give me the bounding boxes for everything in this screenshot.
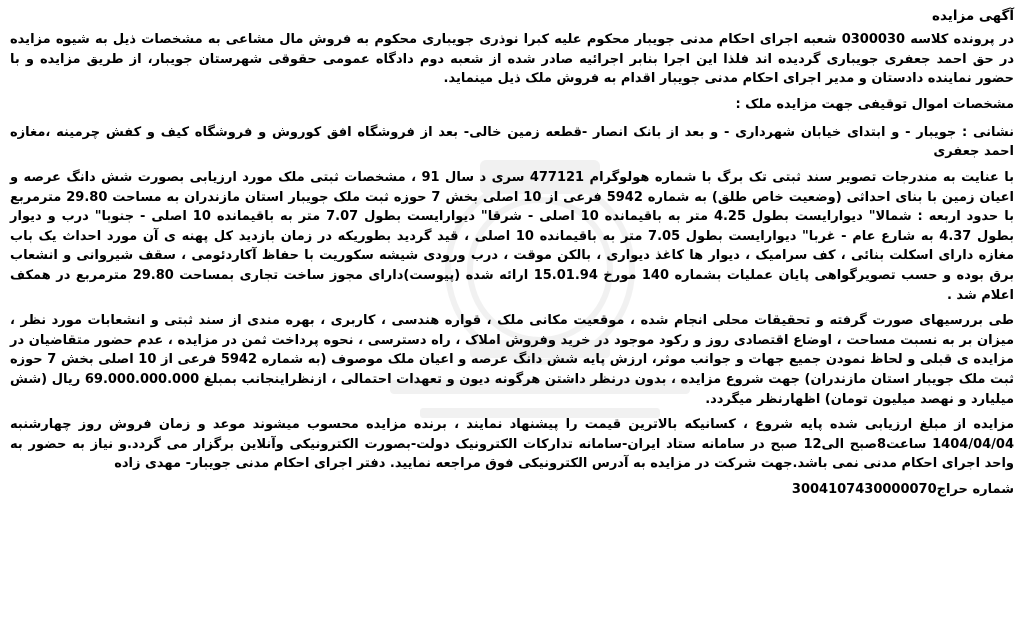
auction-number: شماره حراج3004107430000070 xyxy=(791,481,1014,497)
notice-title: آگهی مزایده xyxy=(932,8,1014,24)
address-paragraph: نشانی : جویبار - و ابتدای خیابان شهرداری - و بعد از بانک انصار -قطعه زمین خالی- بعد از فروشگاه افق کوروش و فروشگاه کیف و کفش چرمینه ،مغازه احمد جعفری xyxy=(10,124,1014,160)
valuation-paragraph: طی بررسیهای صورت گرفته و تحقیقات محلی انجام شده ، موقعیت مکانی ملک ، قواره هندسی ، کاربری ، بهره مندی از سند ثبتی و انشعابات مورد نظر ، میزان بر به نسبت مساحت ، اوضاع اقتصادی روز و رکود موجود در خرید وفروش املاک ، راه دسترسی ، نحوه پرداخت ثمن در مزایده ، عدم حضور متقاضیان در مزایده ی قبلی و لحاظ نمودن جمیع جهات و جوانب موثر، ارزش پایه شش دانگ عرصه و اعیان ملک موصوف (به شماره 5942 فرعی از 10 اصلی بخش 7 حوزه ثبت ملک جویبار استان مازندران) جهت شروع مزایده ، بدون درنظر داشتن هرگونه دیون و تعهدات احتمالی ، ازنظراینجانب بمبلغ 69.000.000.000 ریال (شش میلیارد و نهصد میلیون تومان) اظهارنظر میگردد. xyxy=(10,313,1015,407)
intro-paragraph: در پرونده کلاسه 0300030 شعبه اجرای احکام مدنی جویبار محکوم علیه کبرا نوذری جویباری محکوم به فروش مال مشاعی به مشخصات ذیل به شیوه مزایده در حق احمد جعفری جویباری گردیده اند فلذا این اجرا بنابر اجرائیه صادر شده از شعبه دوم دادگاه عمومی حقوقی شهرستان جویبار، از طریق مزایده و با حضور نماینده دادستان و مدیر اجرای احکام مدنی جویبار اقدام به فروش ملک ذیل مینماید. xyxy=(10,32,1014,87)
specs-heading: مشخصات اموال توقیفی جهت مزایده ملک : xyxy=(735,96,1014,112)
auction-terms-paragraph: مزایده از مبلغ ارزیابی شده پایه شروع ، کسانیکه بالاترین قیمت را پیشنهاد نمایند ، برنده مزایده محسوب میشوند موعد و زمان فروش روز چهارشنبه 1404/04/04 ساعت8صبح الی12 صبح در سامانه ستاد ایران-سامانه تدارکات الکترونیک دولت-بصورت الکترونیکی وآنلاین برگزار می گردد.و نیاز به حضور به واحد اجرای احکام مدنی نمی باشد.جهت شرکت در مزایده به آدرس الکترونیکی فوق مراجعه نمایید. دفتر اجرای احکام مدنی جویبار- مهدی زاده xyxy=(10,417,1014,472)
property-details-paragraph: با عنایت به مندرجات تصویر سند ثبتی تک برگ با شماره هولوگرام 477121 سری د سال 91 ، مشخصات ثبتی ملک مورد ارزیابی بصورت شش دانگ عرصه و اعیان زمین با بنای احداثی (وضعیت خاص طلق) به شماره 5942 فرعی از 10 اصلی بخش 7 حوزه ثبت ملک جویبار استان مازندران به مساحت 29.80 مترمربع با حدود اربعه : شمالا" دیوارایست بطول 4.25 متر به باقیمانده 10 اصلی - شرقا" دیوارایست بطول 7.07 متر به باقیمانده 10 اصلی - جنوبا" درب و دیوار بطول 4.37 به شارع عام - غربا" دیوارایست بطول 7.05 متر به باقیمانده 10 اصلی ، قید گردید بطوریکه در زمان بازدید کل پهنه ی آن مورد احداث یک باب مغازه دارای اسکلت بنائی ، کف سرامیک ، دیوار ها کاغذ دیواری ، بالکن موقت ، درب ورودی شیشه سکوریت با حفاظ آکاردئومی ، سقف شیروانی و انشعاب برق بوده و حسب تصویرگواهی پایان عملیات بشماره 140 مورخ 15.01.94 ارائه شده (پیوست)دارای مجوز ساخت تجاری بمساحت 29.80 مترمربع در همکف اعلام شد . xyxy=(10,169,1015,303)
